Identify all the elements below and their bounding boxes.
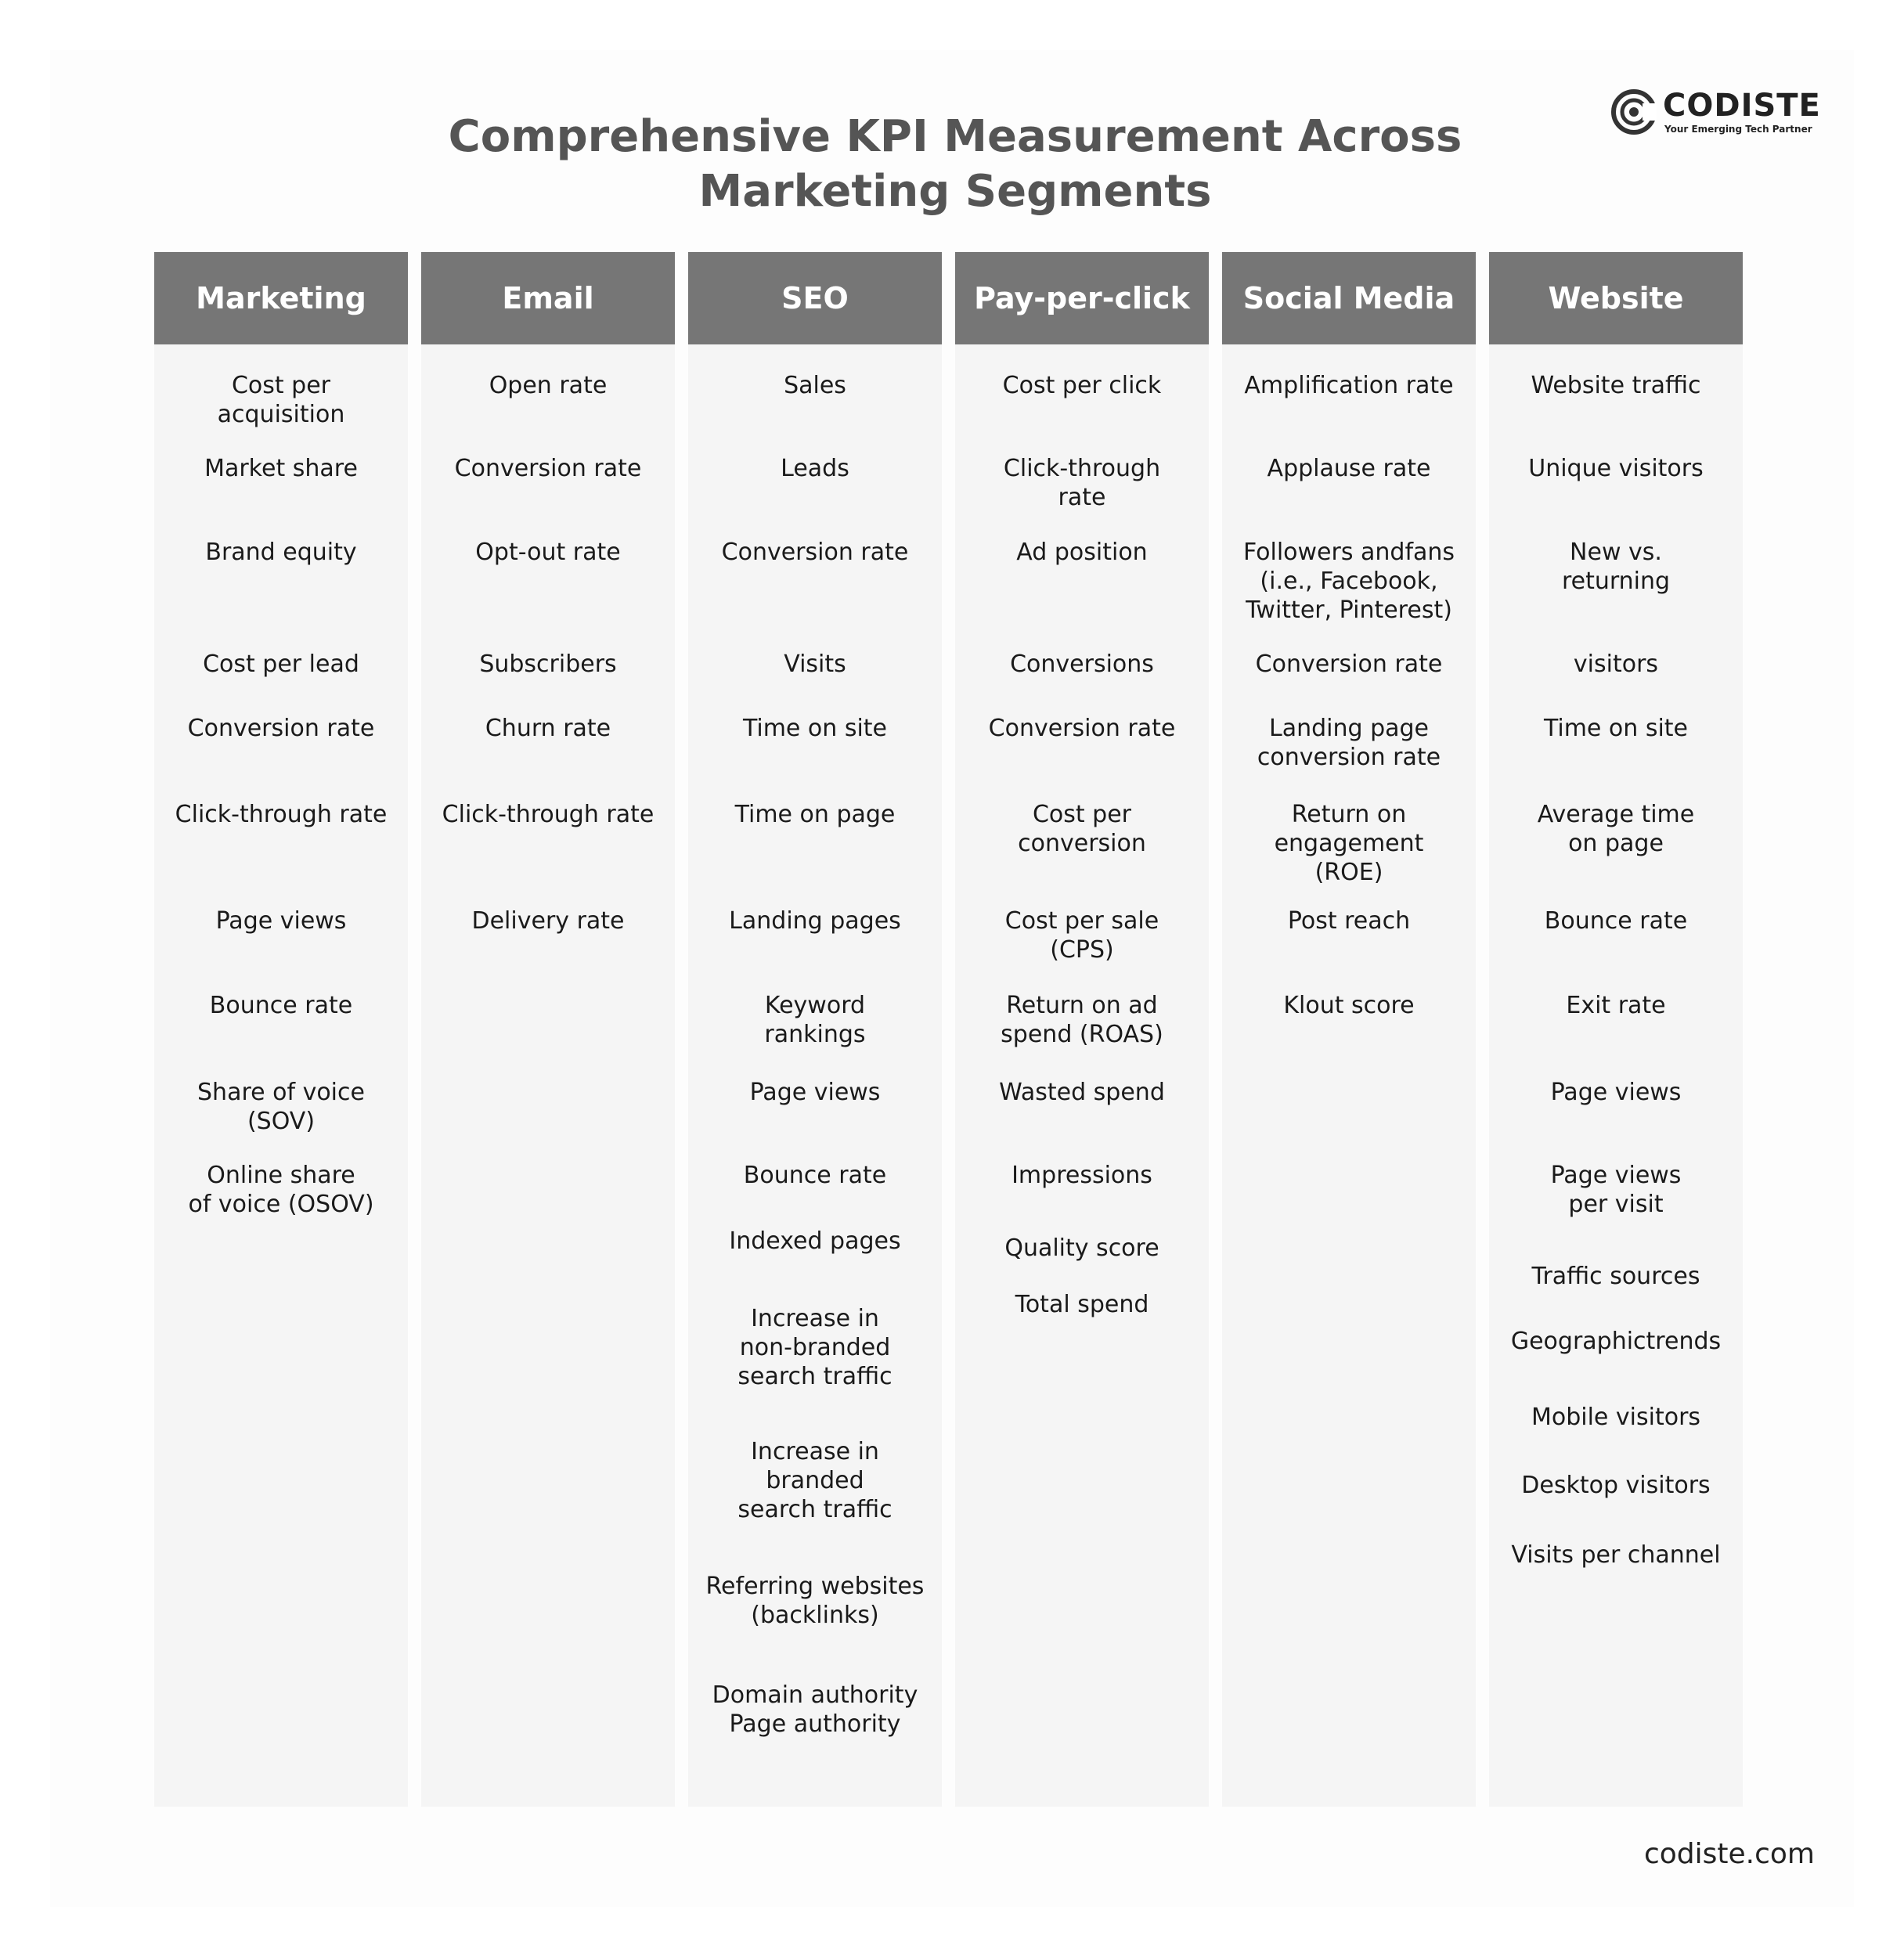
- kpi-item: Churn rate: [485, 715, 611, 742]
- kpi-item: Desktop visitors: [1521, 1472, 1711, 1499]
- page-title: [313, 110, 1597, 219]
- column-website: [1489, 252, 1743, 1807]
- kpi-item: New vs. returning: [1561, 539, 1671, 595]
- kpi-item: Post reach: [1287, 907, 1411, 935]
- column-seo: [688, 252, 942, 1807]
- kpi-item: Open rate: [489, 372, 608, 399]
- logo-name: CODISTE: [1663, 88, 1821, 124]
- column-marketing: [154, 252, 408, 1807]
- kpi-item: Cost per sale (CPS): [1004, 907, 1159, 964]
- kpi-item: Brand equity: [205, 539, 357, 566]
- kpi-item: Leads: [781, 455, 849, 482]
- kpi-item: Market share: [204, 455, 358, 482]
- column-header: Social Media: [1222, 252, 1476, 344]
- codiste-logo-icon: [1611, 89, 1657, 135]
- kpi-item: Impressions: [1012, 1162, 1152, 1189]
- kpi-item: Visits: [784, 651, 846, 678]
- kpi-item: Share of voice (SOV): [197, 1079, 365, 1135]
- column-social-media: [1222, 252, 1476, 1807]
- kpi-item: Referring websites (backlinks): [705, 1573, 925, 1629]
- page-title-line-2: Marketing Segments: [698, 166, 1212, 217]
- kpi-item: Total spend: [1015, 1291, 1149, 1318]
- column-header: Email: [421, 252, 675, 344]
- kpi-item: Landing pages: [729, 907, 901, 935]
- column-header: Pay-per-click: [955, 252, 1209, 344]
- kpi-item: Time on page: [734, 801, 896, 828]
- kpi-item: Conversion rate: [187, 715, 375, 742]
- kpi-item: Time on site: [742, 715, 888, 742]
- page-title-line-1: Comprehensive KPI Measurement Across: [448, 111, 1462, 162]
- column-header: SEO: [688, 252, 942, 344]
- kpi-item: Traffic sources: [1531, 1263, 1700, 1290]
- kpi-item: Quality score: [1004, 1234, 1159, 1262]
- kpi-item: Cost per conversion: [1018, 801, 1146, 857]
- kpi-item: Delivery rate: [471, 907, 625, 935]
- kpi-item: Conversion rate: [721, 539, 909, 566]
- kpi-item: Return on engagement (ROE): [1274, 801, 1424, 886]
- kpi-item: Time on site: [1543, 715, 1689, 742]
- kpi-item: Bounce rate: [209, 992, 353, 1019]
- kpi-item: Page views: [749, 1079, 881, 1106]
- kpi-item: Online share of voice (OSOV): [188, 1162, 374, 1218]
- kpi-item: Unique visitors: [1528, 455, 1704, 482]
- column-header: Marketing: [154, 252, 408, 344]
- kpi-columns: [154, 252, 1744, 1807]
- kpi-item: Mobile visitors: [1531, 1404, 1701, 1431]
- kpi-item: Klout score: [1283, 992, 1415, 1019]
- kpi-item: Amplification rate: [1244, 372, 1454, 399]
- kpi-item: Click-through rate: [175, 801, 388, 828]
- kpi-item: Bounce rate: [1544, 907, 1688, 935]
- kpi-item: Wasted spend: [999, 1079, 1165, 1106]
- kpi-item: Visits per channel: [1511, 1541, 1721, 1569]
- kpi-item: Average time on page: [1537, 801, 1695, 857]
- kpi-item: Geographictrends: [1510, 1328, 1722, 1355]
- kpi-item: Indexed pages: [729, 1227, 901, 1255]
- kpi-item: Cost per lead: [203, 651, 359, 678]
- kpi-item: Increase in non-branded search traffic: [737, 1305, 892, 1390]
- kpi-item: Cost per click: [1002, 372, 1162, 399]
- kpi-item: Bounce rate: [743, 1162, 887, 1189]
- kpi-item: Applause rate: [1267, 455, 1431, 482]
- kpi-item: Increase in branded search traffic: [737, 1438, 892, 1523]
- kpi-item: Conversion rate: [1255, 651, 1443, 678]
- kpi-item: Conversions: [1010, 651, 1154, 678]
- kpi-item: Subscribers: [479, 651, 617, 678]
- kpi-item: Cost per acquisition: [217, 372, 345, 428]
- codiste-logo: [1611, 88, 1821, 141]
- kpi-item: Click-through rate: [1003, 455, 1161, 511]
- column-header: Website: [1489, 252, 1743, 344]
- kpi-item: Followers andfans (i.e., Facebook, Twitter, Pinterest): [1242, 539, 1455, 624]
- kpi-item: Page views: [1550, 1079, 1682, 1106]
- kpi-item: Exit rate: [1566, 992, 1666, 1019]
- kpi-item: Page views: [215, 907, 347, 935]
- kpi-item: Opt-out rate: [475, 539, 621, 566]
- kpi-item: Click-through rate: [442, 801, 654, 828]
- kpi-item: Conversion rate: [988, 715, 1176, 742]
- kpi-item: Ad position: [1016, 539, 1148, 566]
- kpi-item: Domain authority Page authority: [712, 1681, 918, 1738]
- kpi-item: Return on ad spend (ROAS): [1001, 992, 1163, 1048]
- kpi-item: Website traffic: [1531, 372, 1701, 399]
- column-email: [421, 252, 675, 1807]
- logo-tagline: Your Emerging Tech Partner: [1664, 124, 1812, 135]
- footer-url[interactable]: codiste.com: [1643, 1838, 1815, 1870]
- kpi-item: Conversion rate: [454, 455, 642, 482]
- kpi-item: Keyword rankings: [764, 992, 866, 1048]
- kpi-item: visitors: [1573, 651, 1659, 678]
- column-pay-per-click: [955, 252, 1209, 1807]
- kpi-item: Sales: [784, 372, 846, 399]
- kpi-item: Page views per visit: [1550, 1162, 1682, 1218]
- kpi-item: Landing page conversion rate: [1257, 715, 1441, 771]
